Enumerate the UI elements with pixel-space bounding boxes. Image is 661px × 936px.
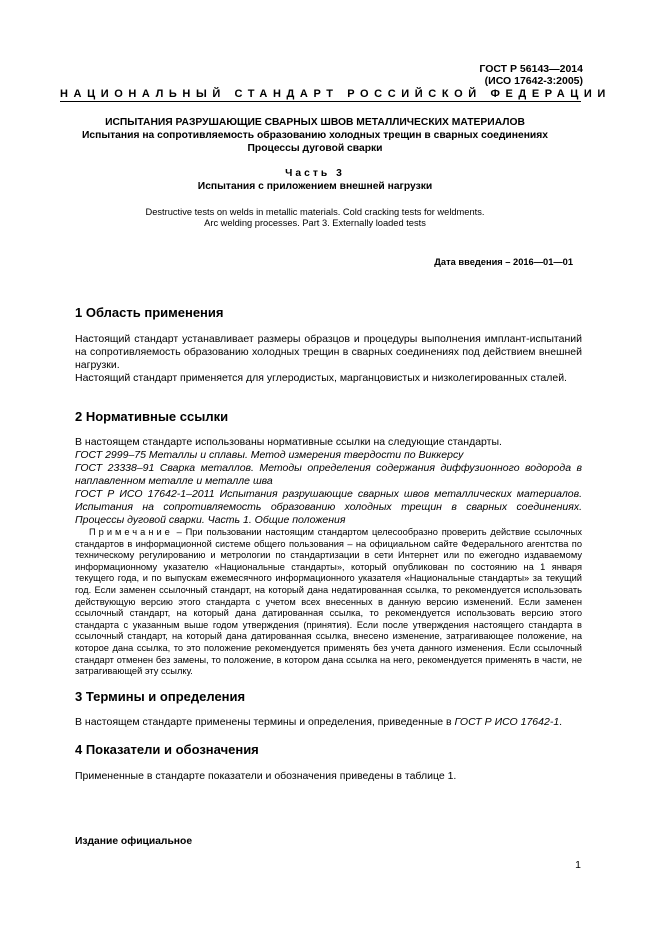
section-2-body: [75, 436, 582, 527]
header-rule: [60, 101, 581, 102]
section-3-reference: ГОСТ Р ИСО 17642-1: [454, 716, 560, 728]
section-3-body: [75, 716, 582, 729]
section-1-heading: 1 Область применения: [75, 305, 224, 320]
national-standard-banner: НАЦИОНАЛЬНЫЙ СТАНДАРТ РОССИЙСКОЙ ФЕДЕРАЦИИ: [60, 88, 611, 100]
official-edition-label: Издание официальное: [75, 836, 193, 847]
title-subtitle: Испытания на сопротивляемость образованию холодных трещин в сварных соединениях: [82, 130, 548, 141]
part-number: Часть 3: [285, 168, 345, 179]
section-3-heading: 3 Термины и определения: [75, 689, 246, 704]
gost-code: ГОСТ Р 56143—2014: [479, 63, 583, 75]
reference-gost-2999: ГОСТ 2999–75 Металлы и сплавы. Метод измерения твердости по Виккерсу: [75, 449, 464, 461]
page-number: 1: [575, 859, 581, 871]
section-3-text: В настоящем стандарте применены термины и определения, приведенные в: [75, 716, 455, 728]
section-4-heading: 4 Показатели и обозначения: [75, 742, 259, 757]
note-label: Примечание: [89, 527, 173, 537]
section-3-text-end: .: [559, 716, 563, 728]
english-title-line1: Destructive tests on welds in metallic materials. Cold cracking tests for weldments.: [145, 207, 485, 217]
title-main: ИСПЫТАНИЯ РАЗРУШАЮЩИЕ СВАРНЫХ ШВОВ МЕТАЛЛИЧЕСКИХ МАТЕРИАЛОВ: [105, 117, 525, 128]
english-title-line2: Arc welding processes. Part 3. Externally loaded tests: [204, 218, 426, 228]
section-1-paragraph-2: Настоящий стандарт применяется для углеродистых, марганцовистых и низколегированных сталей.: [75, 372, 567, 384]
section-2-note: [75, 527, 582, 678]
section-1-paragraph-1: Настоящий стандарт устанавливает размеры образцов и процедуры выполнения имплант-испытаний на сопротивляемость образованию холодных трещин в сварных соединениях под действием внешней нагрузки.: [75, 333, 582, 371]
title-process: Процессы дуговой сварки: [247, 143, 383, 154]
section-4-body: [75, 770, 582, 783]
reference-gost-23338: ГОСТ 23338–91 Сварка металлов. Методы определения содержания диффузионного водорода в наплавленном металле и металле шва: [75, 462, 582, 487]
section-2-heading: 2 Нормативные ссылки: [75, 409, 229, 424]
iso-code: (ИСО 17642-3:2005): [484, 75, 583, 87]
section-4-paragraph-1: Примененные в стандарте показатели и обозначения приведены в таблице 1.: [75, 770, 457, 782]
section-2-paragraph-1: В настоящем стандарте использованы нормативные ссылки на следующие стандарты.: [75, 436, 502, 448]
note-text: – При пользовании настоящим стандартом целесообразно проверить действие ссылочных стандартов в информационной системе общего пользования – на официальном сайте Федерального агентства по техническому регулированию и метрологии по стандартизации в сети Интернет или по ежегодно издаваемому информационному указателю «Национальные стандарты», который опубликован по состоянию на 1 января текущего года, и по выпускам ежемесячного информационного указателя «Национальные стандарты» за текущий год. Если заменен ссылочный стандарт, на который дана недатированная ссылка, то рекомендуется использовать действующую версию этого стандарта с учетом всех внесенных в данную версию изменений. Если заменен ссылочный стандарт, на который дана датированная ссылка, то рекомендуется использовать версию этого стандарта с указанным выше годом утверждения (принятия). Если после утверждения настоящего стандарта в ссылочный стандарт, на который дана датированная ссылка, внесено изменение, затрагивающее положение, на которое дана ссылка, то это положение рекомендуется применять без учета данного изменения. Если ссылочный стандарт отменен без замены, то положение, в котором дана ссылка на него, рекомендуется применять в части, не затрагивающей эту ссылку.: [75, 527, 582, 677]
part-title: Испытания с приложением внешней нагрузки: [197, 181, 433, 192]
intro-date: Дата введения – 2016—01—01: [434, 257, 573, 267]
reference-gost-r-iso-17642-1: ГОСТ Р ИСО 17642-1–2011 Испытания разрушающие сварных швов металлических материалов. Испытания на сопротивляемость образованию холодных трещин в сварных соединениях. Процессы дуговой сварки. Часть 1. Общие положения: [75, 488, 582, 526]
section-1-body: [75, 333, 582, 385]
